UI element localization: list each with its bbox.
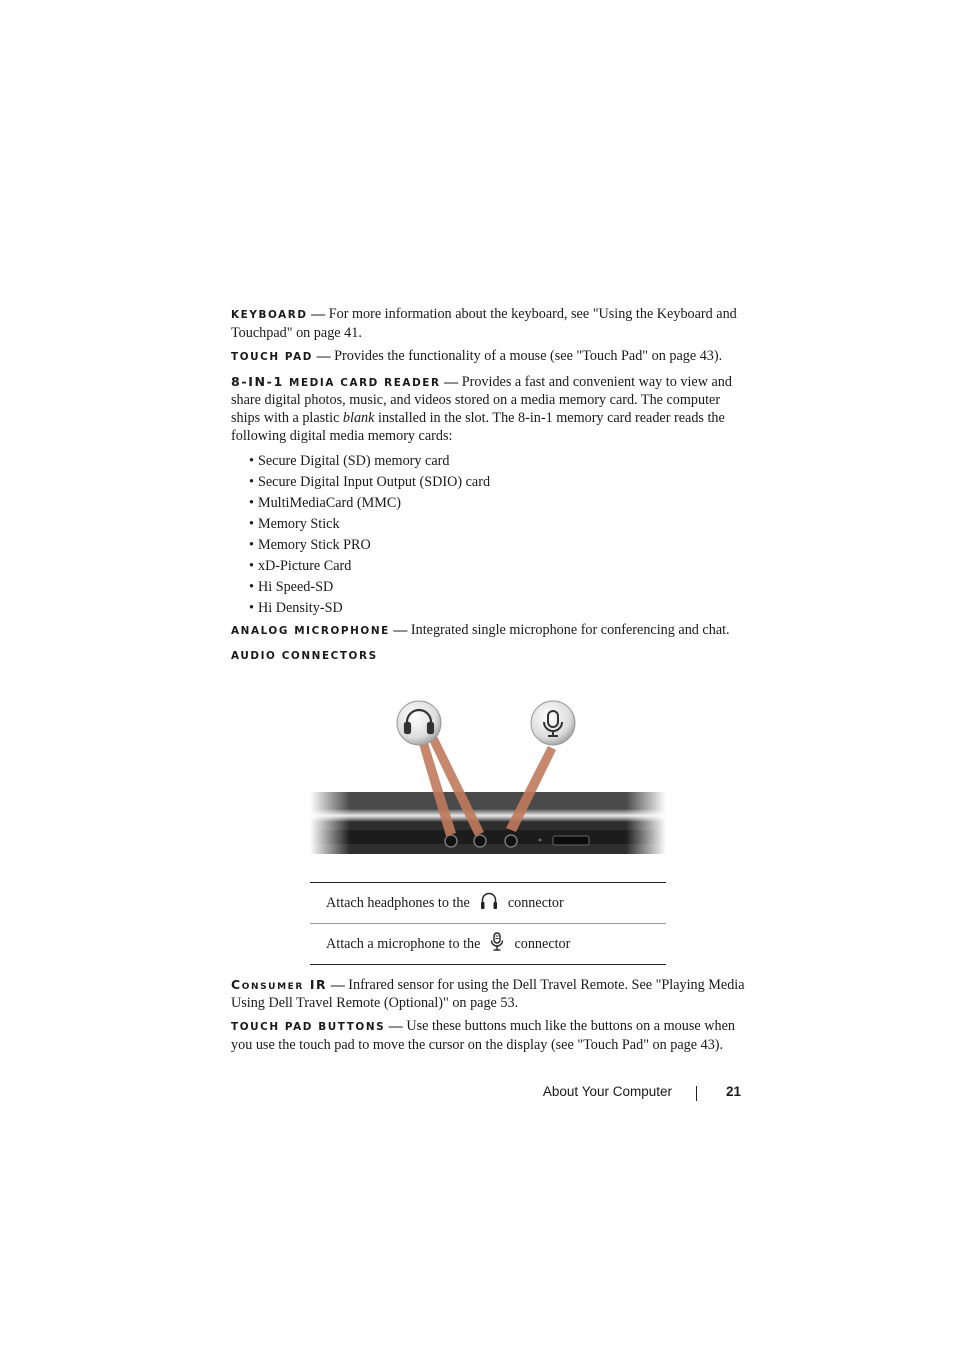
media-card-reader-text-after: installed in the slot. The 8-in-1 memory card reader reads the following digital media memory cards: (231, 409, 725, 444)
keyboard-term: KEYBOARD (231, 309, 308, 321)
footer-section-title: About Your Computer (542, 1084, 672, 1099)
media-card-reader-term-rest: MEDIA CARD READER (289, 376, 441, 389)
audio-connectors-term: AUDIO CONNECTORS (231, 650, 378, 662)
em-dash: — (330, 978, 345, 993)
analog-microphone-term: ANALOG MICROPHONE (231, 625, 390, 638)
em-dash: — (388, 1019, 403, 1035)
main-content-continued (231, 976, 746, 1060)
touch-pad-buttons-text: Use these buttons much like the buttons on a mouse when you use the touch pad to move the cursor on the display (see "Touch Pad" on page 43). (231, 1018, 735, 1053)
em-dash: — (393, 623, 408, 639)
keyboard-paragraph (231, 306, 746, 342)
microphone-row-text: Attach a microphone to the (326, 935, 481, 952)
main-content (231, 306, 746, 666)
footer-divider (696, 1086, 697, 1101)
media-card-reader-text-before: Provides a fast and convenient way to view and share digital photos, music, and videos stored on a media memory card. The computer ships with a plastic (231, 373, 732, 426)
consumer-ir-paragraph (231, 976, 746, 1012)
consumer-ir-term-text: Consumer IR (231, 977, 328, 992)
list-item: • Memory Stick PRO (249, 535, 746, 556)
em-dash: — (444, 374, 459, 390)
media-card-reader-term (231, 373, 441, 389)
media-card-reader-paragraph (231, 373, 746, 445)
table-row (310, 883, 666, 923)
analog-microphone-paragraph (231, 622, 746, 641)
touch-pad-buttons-term: TOUCH PAD BUTTONS (231, 1021, 386, 1034)
memory-card-list (231, 451, 746, 618)
list-item: • Hi Speed-SD (249, 577, 746, 598)
touch-pad-text: Provides the functionality of a mouse (see "Touch Pad" on page 43). (334, 348, 723, 365)
analog-microphone-text: Integrated single microphone for conferencing and chat. (410, 622, 730, 639)
headphones-row-connector: connector (507, 894, 564, 911)
audio-connectors-table (310, 882, 666, 965)
consumer-ir-term (231, 977, 327, 992)
list-item: • Secure Digital Input Output (SDIO) card (249, 472, 746, 493)
touch-pad-paragraph (231, 348, 746, 367)
media-card-reader-term-lead: 8-IN-1 (231, 373, 284, 389)
microphone-icon (490, 932, 504, 957)
touch-pad-buttons-paragraph (231, 1018, 746, 1054)
em-dash: — (311, 307, 326, 322)
audio-connectors-paragraph (231, 647, 746, 666)
keyboard-text: For more information about the keyboard, see "Using the Keyboard and Touchpad" on page 41. (231, 306, 737, 341)
headphones-row-text: Attach headphones to the (326, 894, 470, 911)
list-item: • Hi Density-SD (249, 598, 746, 619)
list-item: • MultiMediaCard (MMC) (249, 493, 746, 514)
audio-connectors-illustration (310, 690, 666, 860)
touch-pad-term: TOUCH PAD (231, 351, 314, 364)
media-card-reader-text-italic: blank (342, 409, 375, 426)
list-item: • Memory Stick (249, 514, 746, 535)
headphones-icon (480, 891, 498, 916)
consumer-ir-text: Infrared sensor for using the Dell Travel Remote. See "Playing Media Using Dell Travel Remote (Optional)" on page 53. (231, 977, 745, 1011)
page-footer (0, 1084, 954, 1104)
list-item: • xD-Picture Card (249, 556, 746, 577)
laptop-front-edge-image (310, 690, 666, 860)
microphone-row-connector: connector (514, 935, 571, 952)
table-row (310, 923, 666, 964)
list-item: • Secure Digital (SD) memory card (249, 451, 746, 472)
page-number: 21 (726, 1084, 742, 1099)
em-dash: — (316, 349, 331, 365)
